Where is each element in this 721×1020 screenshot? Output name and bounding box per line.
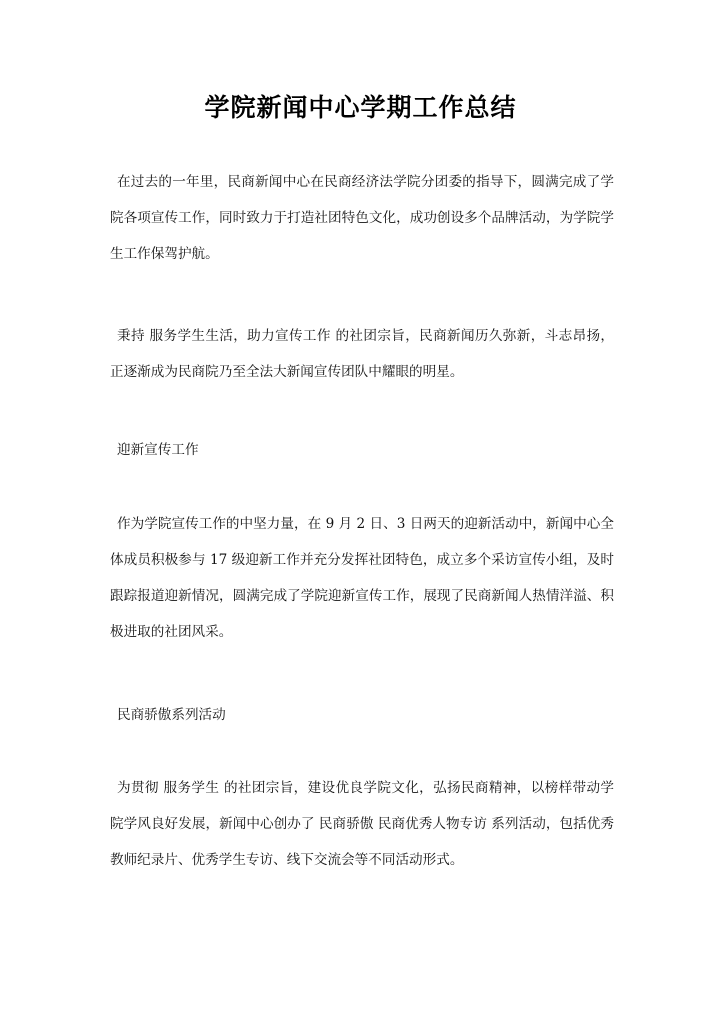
- pride-paragraph: [110, 770, 614, 878]
- section-heading-pride: 民商骄傲系列活动: [117, 707, 226, 723]
- section-heading-welcome: 迎新宣传工作: [117, 442, 199, 458]
- document-title: 学院新闻中心学期工作总结: [204, 93, 517, 122]
- paragraph-text: 在过去的一年里，民商新闻中心在民商经济法学院分团委的指导下，圆满完成了学院各项宣传工作，同时致力于打造社团特色文化，成功创设多个品牌活动，为学院学生工作保驾护航。: [110, 174, 614, 262]
- intro-paragraph: [110, 164, 614, 272]
- mission-paragraph: [110, 318, 614, 390]
- paragraph-text: 为贯彻 服务学生 的社团宗旨，建设优良学院文化，弘扬民商精神，以榜样带动学院学风良好发展，新闻中心创办了 民商骄傲 民商优秀人物专访 系列活动，包括优秀教师纪录片、优秀学生专访、线下交流会等不同活动形式。: [110, 780, 614, 868]
- paragraph-text: 作为学院宣传工作的中坚力量，在 9 月 2 日、3 日两天的迎新活动中，新闻中心全体成员积极参与 17 级迎新工作并充分发挥社团特色，成立多个采访宣传小组，及时跟踪报道迎新情况，圆满完成了学院迎新宣传工作，展现了民商新闻人热情洋溢、积极进取的社团风采。: [110, 516, 614, 640]
- welcome-paragraph: [110, 506, 614, 650]
- paragraph-text: 秉持 服务学生生活，助力宣传工作 的社团宗旨，民商新闻历久弥新，斗志昂扬，正逐渐成为民商院乃至全法大新闻宣传团队中耀眼的明星。: [110, 328, 614, 380]
